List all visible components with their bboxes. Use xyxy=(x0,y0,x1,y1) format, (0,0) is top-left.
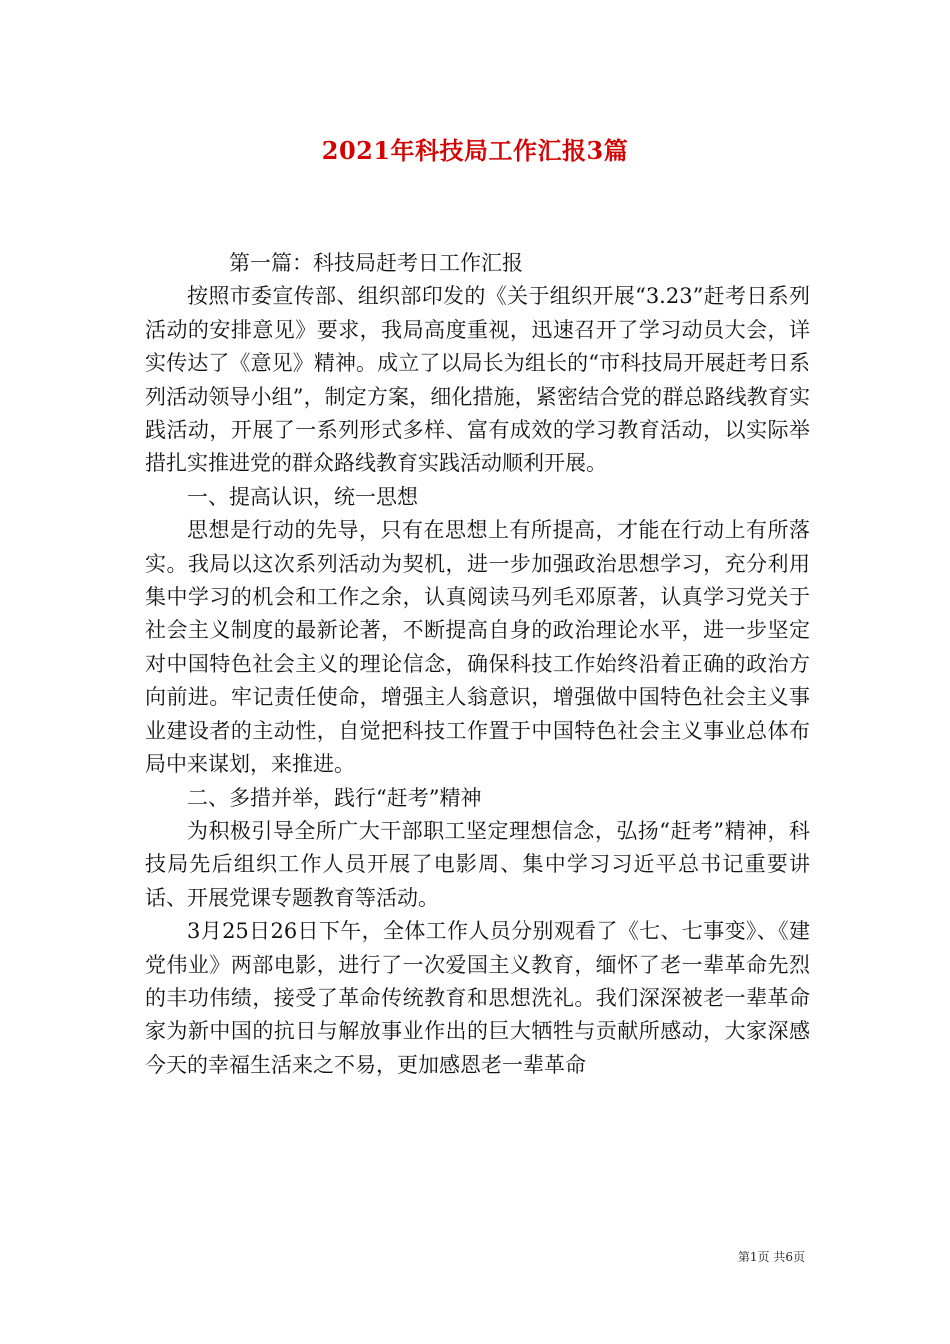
document-title: 2021年科技局工作汇报3篇 xyxy=(321,136,629,165)
document-body xyxy=(145,247,810,1082)
paragraph-thought: 思想是行动的先导，只有在思想上有所提高，才能在行动上有所落实。我局以这次系列活动为契机，进一步加强政治思想学习，充分利用集中学习的机会和工作之余，认真阅读马列毛邓原著，认真学习党关于社会主义制度的最新论著，不断提高自身的政治理论水平，进一步坚定对中国特色社会主义的理论信念，确保科技工作始终沿着正确的政治方向前进。牢记责任使命，增强主人翁意识，增强做中国特色社会主义事业建设者的主动性，自觉把科技工作置于中国特色社会主义事业总体布局中来谋划，来推进。 xyxy=(145,518,810,777)
paragraph-movies: 3月25日26日下午，全体工作人员分别观看了《七、七事变》、《建党伟业》两部电影，进行了一次爱国主义教育，缅怀了老一辈革命先烈的丰功伟绩，接受了革命传统教育和思想洗礼。我们深深被老一辈革命家为新中国的抗日与解放事业作出的巨大牺牲与贡献所感动，大家深感今天的幸福生活来之不易，更加感恩老一辈革命 xyxy=(145,919,810,1077)
section-heading-1: 第一篇：科技局赶考日工作汇报 xyxy=(229,251,523,275)
section-heading-2: 一、提高认识，统一思想 xyxy=(187,484,418,509)
section-heading-3: 二、多措并举，践行“赶考”精神 xyxy=(187,785,482,810)
page-number: 第1页 共6页 xyxy=(737,1250,805,1264)
paragraph-activities: 为积极引导全所广大干部职工坚定理想信念，弘扬“赶考”精神，科技局先后组织工作人员开展了电影周、集中学习习近平总书记重要讲话、开展党课专题教育等活动。 xyxy=(145,818,810,910)
paragraph-intro: 按照市委宣传部、组织部印发的《关于组织开展“3.23”赶考日系列活动的安排意见》要求，我局高度重视，迅速召开了学习动员大会，详实传达了《意见》精神。成立了以局长为组长的“市科技局开展赶考日系列活动领导小组”，制定方案，细化措施，紧密结合党的群总路线教育实践活动，开展了一系列形式多样、富有成效的学习教育活动，以实际举措扎实推进党的群众路线教育实践活动顺利开展。 xyxy=(145,284,810,476)
